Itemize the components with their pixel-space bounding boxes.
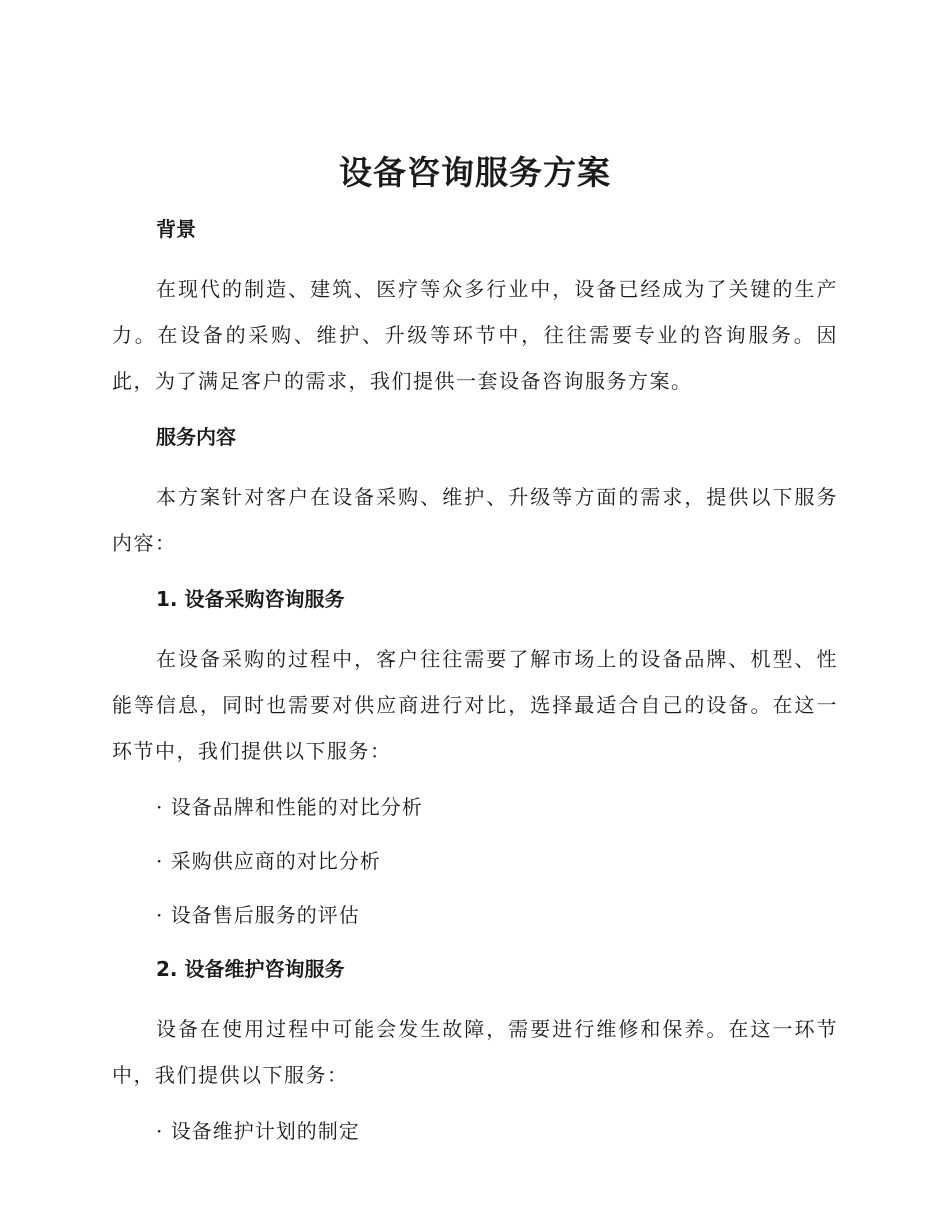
paragraph-maintenance: 设备在使用过程中可能会发生故障，需要进行维修和保养。在这一环节中，我们提供以下服务： bbox=[112, 1017, 838, 1087]
heading-background: 背景 bbox=[156, 217, 196, 241]
paragraph-procurement: 在设备采购的过程中，客户往往需要了解市场上的设备品牌、机型、性能等信息，同时也需要对供应商进行对比，选择最适合自己的设备。在这一环节中，我们提供以下服务： bbox=[112, 647, 838, 763]
list-item: · 采购供应商的对比分析 bbox=[156, 849, 381, 873]
heading-procurement: 1. 设备采购咨询服务 bbox=[156, 587, 345, 611]
list-item: · 设备维护计划的制定 bbox=[156, 1119, 360, 1143]
list-item: · 设备品牌和性能的对比分析 bbox=[156, 795, 423, 819]
paragraph-service-content: 本方案针对客户在设备采购、维护、升级等方面的需求，提供以下服务内容： bbox=[112, 485, 838, 555]
list-item: · 设备售后服务的评估 bbox=[156, 903, 360, 927]
document-title: 设备咨询服务方案 bbox=[339, 153, 611, 192]
paragraph-background: 在现代的制造、建筑、医疗等众多行业中，设备已经成为了关键的生产力。在设备的采购、维护、升级等环节中，往往需要专业的咨询服务。因此，为了满足客户的需求，我们提供一套设备咨询服务方案。 bbox=[112, 277, 838, 393]
heading-service-content: 服务内容 bbox=[156, 425, 236, 449]
heading-maintenance: 2. 设备维护咨询服务 bbox=[156, 957, 345, 981]
